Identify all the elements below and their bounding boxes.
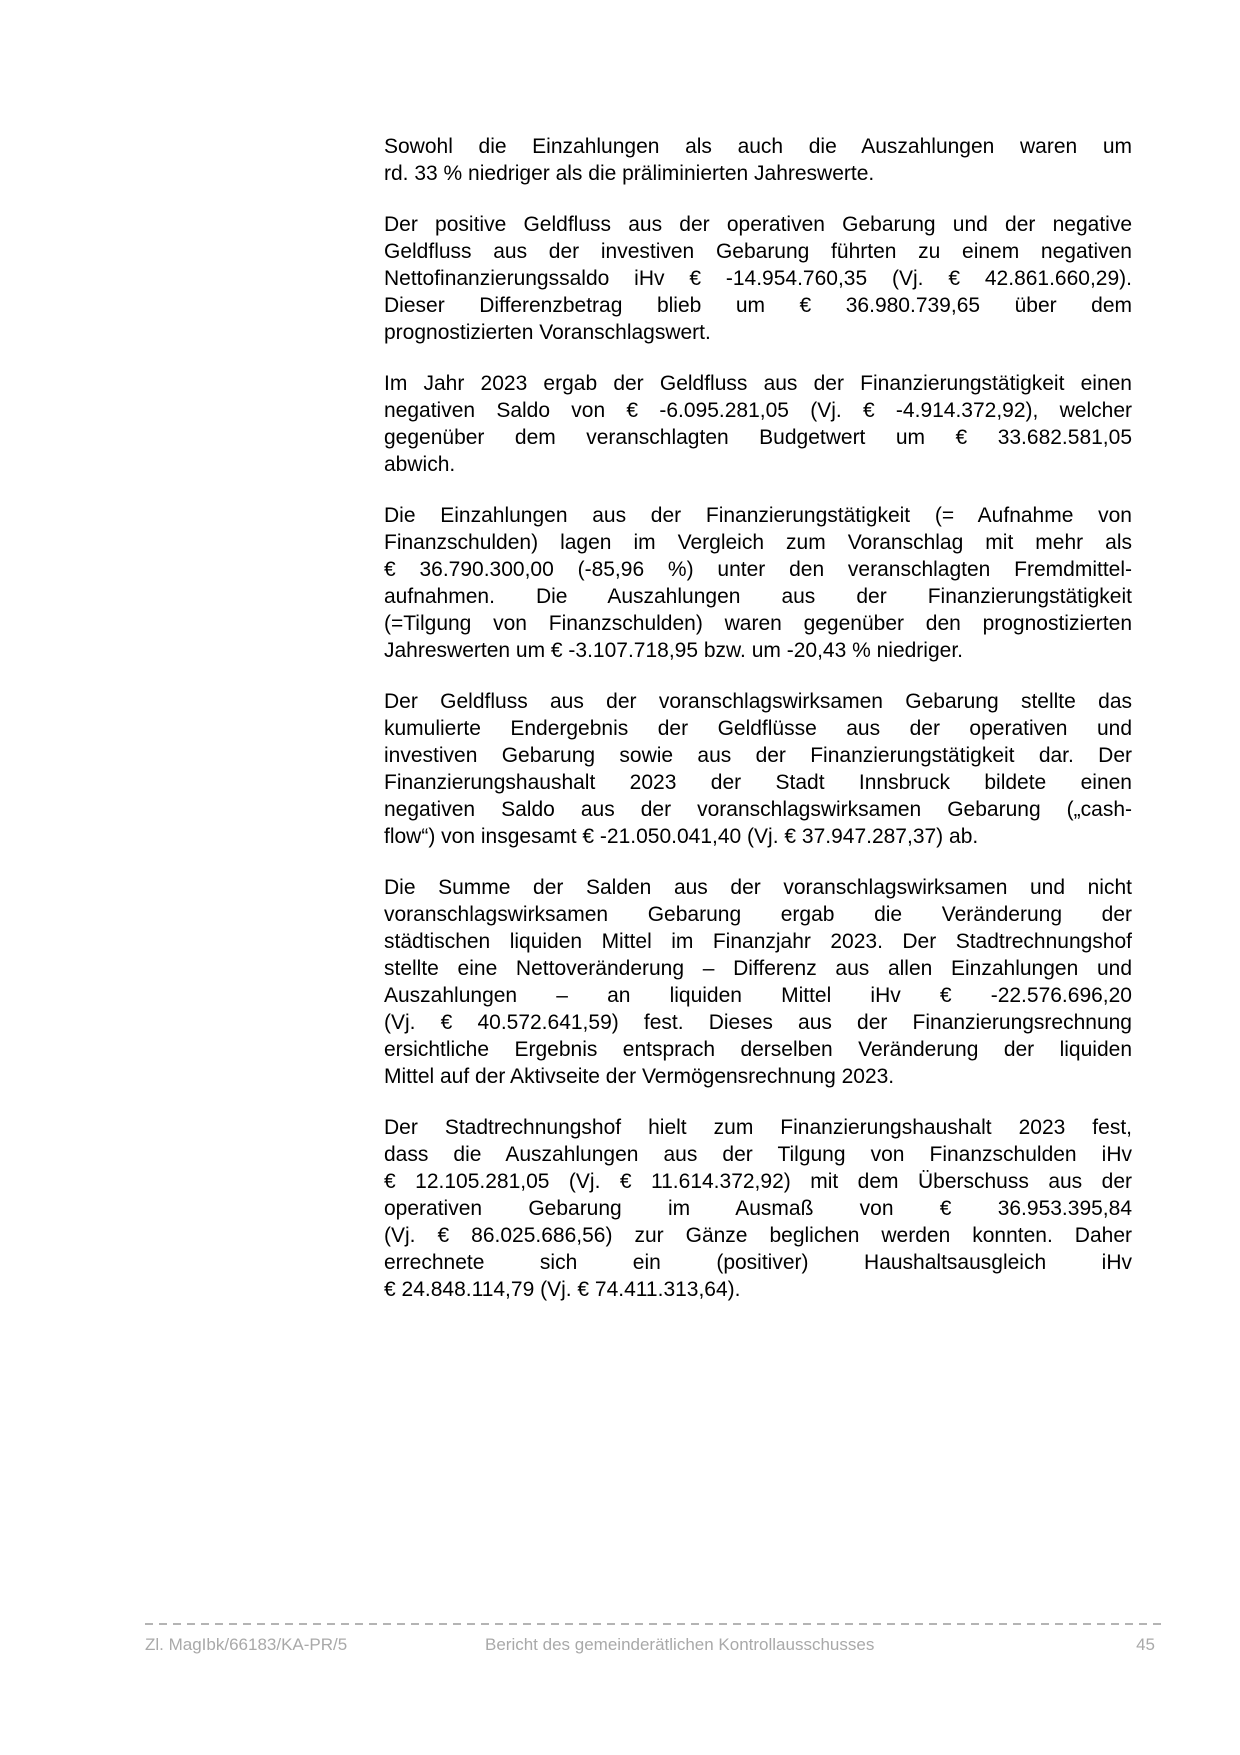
- text-line: Nettofinanzierungssaldo iHv € -14.954.760,35 (Vj. € 42.861.660,29).: [384, 267, 1132, 290]
- text-line: Die Einzahlungen aus der Finanzierungstätigkeit (= Aufnahme von: [384, 504, 1132, 527]
- text-line: Mittel auf der Aktivseite der Vermögensrechnung 2023.: [384, 1065, 895, 1088]
- text-line: Finanzierungshaushalt 2023 der Stadt Innsbruck bildete einen: [384, 771, 1132, 794]
- text-line: (Vj. € 40.572.641,59) fest. Dieses aus der Finanzierungsrechnung: [384, 1011, 1132, 1034]
- text-line: flow“) von insgesamt € -21.050.041,40 (Vj. € 37.947.287,37) ab.: [384, 825, 979, 848]
- text-line: Die Summe der Salden aus der voranschlagswirksamen und nicht: [384, 876, 1132, 899]
- paragraph: [384, 211, 1132, 346]
- text-line: negativen Saldo von € -6.095.281,05 (Vj. € -4.914.372,92), welcher: [384, 399, 1132, 422]
- footer-reference-number: Zl. MagIbk/66183/KA-PR/5: [145, 1635, 348, 1654]
- paragraph: [384, 1114, 1132, 1303]
- text-line: gegenüber dem veranschlagten Budgetwert um € 33.682.581,05: [384, 426, 1132, 449]
- text-line: (Vj. € 86.025.686,56) zur Gänze beglichen werden konnten. Daher: [384, 1224, 1132, 1247]
- text-line: € 36.790.300,00 (-85,96 %) unter den veranschlagten Fremdmittel-: [384, 558, 1132, 581]
- text-line: errechnete sich ein (positiver) Haushaltsausgleich iHv: [384, 1251, 1132, 1274]
- text-line: € 24.848.114,79 (Vj. € 74.411.313,64).: [384, 1278, 741, 1301]
- paragraph: [384, 874, 1132, 1090]
- text-line: Dieser Differenzbetrag blieb um € 36.980.739,65 über dem: [384, 294, 1132, 317]
- text-line: Der positive Geldfluss aus der operativen Gebarung und der negative: [384, 213, 1132, 236]
- text-line: voranschlagswirksamen Gebarung ergab die Veränderung der: [384, 903, 1132, 926]
- text-line: Sowohl die Einzahlungen als auch die Auszahlungen waren um: [384, 135, 1132, 158]
- text-line: Geldfluss aus der investiven Gebarung führten zu einem negativen: [384, 240, 1132, 263]
- text-line: investiven Gebarung sowie aus der Finanzierungstätigkeit dar. Der: [384, 744, 1132, 767]
- paragraph: [384, 370, 1132, 478]
- paragraph: [384, 502, 1132, 664]
- paragraph: [384, 688, 1132, 850]
- text-line: negativen Saldo aus der voranschlagswirksamen Gebarung („cash-: [384, 798, 1132, 821]
- text-line: ersichtliche Ergebnis entsprach derselben Veränderung der liquiden: [384, 1038, 1132, 1061]
- text-line: prognostizierten Voranschlagswert.: [384, 321, 711, 344]
- text-line: (=Tilgung von Finanzschulden) waren gegenüber den prognostizierten: [384, 612, 1132, 635]
- text-line: kumulierte Endergebnis der Geldflüsse aus der operativen und: [384, 717, 1132, 740]
- text-line: Der Geldfluss aus der voranschlagswirksamen Gebarung stellte das: [384, 690, 1132, 713]
- text-line: Der Stadtrechnungshof hielt zum Finanzierungshaushalt 2023 fest,: [384, 1116, 1132, 1139]
- text-line: Finanzschulden) lagen im Vergleich zum Voranschlag mit mehr als: [384, 531, 1132, 554]
- text-line: städtischen liquiden Mittel im Finanzjahr 2023. Der Stadtrechnungshof: [384, 930, 1132, 953]
- document-body: [384, 133, 1132, 1303]
- text-line: stellte eine Nettoveränderung – Differenz aus allen Einzahlungen und: [384, 957, 1132, 980]
- paragraph: [384, 133, 1132, 187]
- text-line: operativen Gebarung im Ausmaß von € 36.953.395,84: [384, 1197, 1132, 1220]
- text-line: aufnahmen. Die Auszahlungen aus der Finanzierungstätigkeit: [384, 585, 1132, 608]
- text-line: Im Jahr 2023 ergab der Geldfluss aus der Finanzierungstätigkeit einen: [384, 372, 1132, 395]
- text-line: € 12.105.281,05 (Vj. € 11.614.372,92) mit dem Überschuss aus der: [384, 1170, 1132, 1193]
- footer-divider: [145, 1623, 1161, 1625]
- text-line: Auszahlungen – an liquiden Mittel iHv € -22.576.696,20: [384, 984, 1132, 1007]
- text-line: rd. 33 % niedriger als die präliminierten Jahreswerte.: [384, 162, 875, 185]
- footer-page-number: 45: [1136, 1635, 1155, 1654]
- text-line: abwich.: [384, 453, 456, 476]
- footer-report-title: Bericht des gemeinderätlichen Kontrollausschusses: [485, 1635, 875, 1654]
- text-line: Jahreswerten um € -3.107.718,95 bzw. um -20,43 % niedriger.: [384, 639, 963, 662]
- text-line: dass die Auszahlungen aus der Tilgung von Finanzschulden iHv: [384, 1143, 1132, 1166]
